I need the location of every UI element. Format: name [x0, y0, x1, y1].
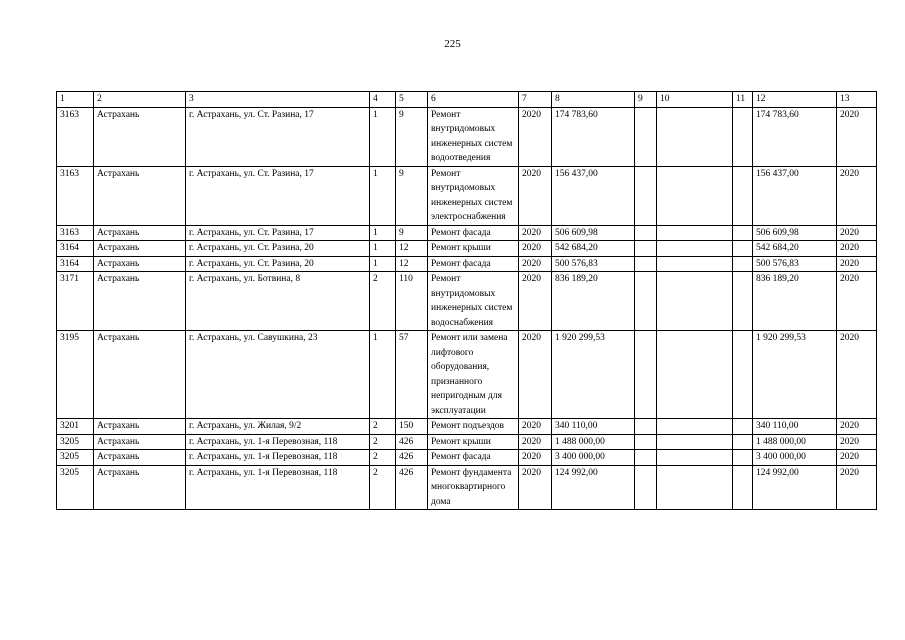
col-id-cell: 3163	[57, 166, 94, 225]
col-year-cell: 2020	[519, 225, 552, 241]
col-city-cell: Астрахань	[94, 434, 186, 450]
col-address-cell: г. Астрахань, ул. Ст. Разина, 17	[186, 166, 370, 225]
col-cost-cell: 500 576,83	[552, 256, 635, 272]
col-10-cell	[657, 450, 733, 466]
col-num4-cell: 2	[370, 419, 396, 435]
col-9-cell	[635, 241, 657, 257]
col-num5-cell: 9	[396, 225, 428, 241]
col-cost-cell: 1 488 000,00	[552, 434, 635, 450]
table-row	[57, 225, 877, 241]
col-address-cell: г. Астрахань, ул. 1-я Перевозная, 118	[186, 465, 370, 510]
col-10-cell	[657, 465, 733, 510]
col-num5-cell: 9	[396, 107, 428, 166]
col-10-cell	[657, 107, 733, 166]
table-row	[57, 419, 877, 435]
col-year-cell: 2020	[519, 419, 552, 435]
col-10-cell	[657, 166, 733, 225]
col-num4-cell: 1	[370, 225, 396, 241]
col-9-cell	[635, 434, 657, 450]
col-num5-cell: 426	[396, 434, 428, 450]
col-9-cell	[635, 272, 657, 331]
table-row	[57, 465, 877, 510]
col-11-cell	[733, 166, 753, 225]
col-cost-cell: 340 110,00	[552, 419, 635, 435]
col-cost-cell: 124 992,00	[552, 465, 635, 510]
col-city-cell: Астрахань	[94, 331, 186, 419]
col-address-cell: г. Астрахань, ул. Жилая, 9/2	[186, 419, 370, 435]
col-city-cell: Астрахань	[94, 272, 186, 331]
col-total-cell: 340 110,00	[753, 419, 837, 435]
col-work-cell: Ремонт фундамента многоквартирного дома	[428, 465, 519, 510]
col-id-cell: 3205	[57, 465, 94, 510]
col-total-cell: 3 400 000,00	[753, 450, 837, 466]
col-total-cell: 1 488 000,00	[753, 434, 837, 450]
col-num4-cell: 2	[370, 272, 396, 331]
col-address-cell: г. Астрахань, ул. 1-я Перевозная, 118	[186, 434, 370, 450]
col-num5-cell: 57	[396, 331, 428, 419]
header-cell-10: 10	[657, 92, 733, 108]
col-id-cell: 3163	[57, 107, 94, 166]
col-city-cell: Астрахань	[94, 166, 186, 225]
table-row	[57, 331, 877, 419]
col-11-cell	[733, 434, 753, 450]
col-9-cell	[635, 256, 657, 272]
header-cell-12: 12	[753, 92, 837, 108]
col-work-cell: Ремонт крыши	[428, 241, 519, 257]
header-cell-3: 3	[186, 92, 370, 108]
col-city-cell: Астрахань	[94, 465, 186, 510]
col-city-cell: Астрахань	[94, 450, 186, 466]
col-id-cell: 3205	[57, 450, 94, 466]
header-cell-9: 9	[635, 92, 657, 108]
col-9-cell	[635, 465, 657, 510]
col-address-cell: г. Астрахань, ул. Ст. Разина, 20	[186, 241, 370, 257]
col-work-cell: Ремонт фасада	[428, 256, 519, 272]
col-11-cell	[733, 331, 753, 419]
col-num5-cell: 12	[396, 241, 428, 257]
col-year-end-cell: 2020	[837, 107, 877, 166]
col-total-cell: 124 992,00	[753, 465, 837, 510]
col-num4-cell: 1	[370, 166, 396, 225]
table-row	[57, 166, 877, 225]
col-total-cell: 500 576,83	[753, 256, 837, 272]
col-11-cell	[733, 256, 753, 272]
col-total-cell: 1 920 299,53	[753, 331, 837, 419]
header-cell-6: 6	[428, 92, 519, 108]
col-num5-cell: 426	[396, 465, 428, 510]
col-cost-cell: 506 609,98	[552, 225, 635, 241]
col-cost-cell: 3 400 000,00	[552, 450, 635, 466]
col-10-cell	[657, 331, 733, 419]
col-id-cell: 3164	[57, 241, 94, 257]
col-num4-cell: 2	[370, 434, 396, 450]
col-total-cell: 156 437,00	[753, 166, 837, 225]
col-10-cell	[657, 256, 733, 272]
col-year-cell: 2020	[519, 272, 552, 331]
col-city-cell: Астрахань	[94, 107, 186, 166]
header-cell-11: 11	[733, 92, 753, 108]
col-work-cell: Ремонт подъездов	[428, 419, 519, 435]
col-city-cell: Астрахань	[94, 419, 186, 435]
col-work-cell: Ремонт или замена лифтового оборудования, признанного непригодным для эксплуатации	[428, 331, 519, 419]
col-total-cell: 836 189,20	[753, 272, 837, 331]
header-cell-13: 13	[837, 92, 877, 108]
col-num5-cell: 150	[396, 419, 428, 435]
table-row	[57, 450, 877, 466]
col-cost-cell: 836 189,20	[552, 272, 635, 331]
col-9-cell	[635, 419, 657, 435]
col-id-cell: 3205	[57, 434, 94, 450]
col-year-end-cell: 2020	[837, 241, 877, 257]
col-id-cell: 3163	[57, 225, 94, 241]
col-num4-cell: 2	[370, 465, 396, 510]
col-address-cell: г. Астрахань, ул. Ст. Разина, 20	[186, 256, 370, 272]
table-row	[57, 241, 877, 257]
col-year-end-cell: 2020	[837, 434, 877, 450]
col-work-cell: Ремонт внутридомовых инженерных систем водоотведения	[428, 107, 519, 166]
table-row	[57, 434, 877, 450]
col-num4-cell: 1	[370, 241, 396, 257]
col-cost-cell: 156 437,00	[552, 166, 635, 225]
col-id-cell: 3171	[57, 272, 94, 331]
header-cell-8: 8	[552, 92, 635, 108]
col-total-cell: 506 609,98	[753, 225, 837, 241]
col-work-cell: Ремонт фасада	[428, 225, 519, 241]
col-year-cell: 2020	[519, 450, 552, 466]
col-total-cell: 542 684,20	[753, 241, 837, 257]
col-cost-cell: 542 684,20	[552, 241, 635, 257]
col-11-cell	[733, 107, 753, 166]
col-9-cell	[635, 166, 657, 225]
col-year-cell: 2020	[519, 241, 552, 257]
col-id-cell: 3164	[57, 256, 94, 272]
col-id-cell: 3195	[57, 331, 94, 419]
col-work-cell: Ремонт внутридомовых инженерных систем электроснабжения	[428, 166, 519, 225]
col-9-cell	[635, 331, 657, 419]
page-number: 225	[444, 38, 461, 50]
col-9-cell	[635, 225, 657, 241]
col-11-cell	[733, 465, 753, 510]
col-9-cell	[635, 107, 657, 166]
table-row	[57, 256, 877, 272]
col-num5-cell: 426	[396, 450, 428, 466]
col-num5-cell: 9	[396, 166, 428, 225]
col-10-cell	[657, 225, 733, 241]
col-10-cell	[657, 419, 733, 435]
col-9-cell	[635, 450, 657, 466]
col-total-cell: 174 783,60	[753, 107, 837, 166]
col-address-cell: г. Астрахань, ул. Ст. Разина, 17	[186, 225, 370, 241]
table-row	[57, 107, 877, 166]
header-cell-7: 7	[519, 92, 552, 108]
col-year-cell: 2020	[519, 166, 552, 225]
col-num4-cell: 1	[370, 256, 396, 272]
col-cost-cell: 174 783,60	[552, 107, 635, 166]
header-cell-4: 4	[370, 92, 396, 108]
col-cost-cell: 1 920 299,53	[552, 331, 635, 419]
col-year-end-cell: 2020	[837, 419, 877, 435]
col-city-cell: Астрахань	[94, 241, 186, 257]
col-11-cell	[733, 450, 753, 466]
capital-repair-table	[56, 91, 877, 510]
col-work-cell: Ремонт внутридомовых инженерных систем водоснабжения	[428, 272, 519, 331]
col-work-cell: Ремонт фасада	[428, 450, 519, 466]
col-10-cell	[657, 241, 733, 257]
header-cell-5: 5	[396, 92, 428, 108]
col-year-cell: 2020	[519, 331, 552, 419]
table-row	[57, 272, 877, 331]
header-cell-1: 1	[57, 92, 94, 108]
col-city-cell: Астрахань	[94, 256, 186, 272]
table-header-row	[57, 92, 877, 108]
header-cell-2: 2	[94, 92, 186, 108]
col-year-end-cell: 2020	[837, 272, 877, 331]
col-address-cell: г. Астрахань, ул. Ботвина, 8	[186, 272, 370, 331]
col-id-cell: 3201	[57, 419, 94, 435]
col-address-cell: г. Астрахань, ул. 1-я Перевозная, 118	[186, 450, 370, 466]
col-year-end-cell: 2020	[837, 166, 877, 225]
col-address-cell: г. Астрахань, ул. Савушкина, 23	[186, 331, 370, 419]
col-num4-cell: 1	[370, 331, 396, 419]
col-num4-cell: 1	[370, 107, 396, 166]
col-num4-cell: 2	[370, 450, 396, 466]
col-year-end-cell: 2020	[837, 450, 877, 466]
col-year-end-cell: 2020	[837, 465, 877, 510]
col-year-cell: 2020	[519, 256, 552, 272]
col-year-end-cell: 2020	[837, 225, 877, 241]
col-city-cell: Астрахань	[94, 225, 186, 241]
col-num5-cell: 12	[396, 256, 428, 272]
col-year-end-cell: 2020	[837, 256, 877, 272]
col-11-cell	[733, 241, 753, 257]
col-year-cell: 2020	[519, 107, 552, 166]
col-11-cell	[733, 225, 753, 241]
col-10-cell	[657, 272, 733, 331]
col-work-cell: Ремонт крыши	[428, 434, 519, 450]
col-11-cell	[733, 419, 753, 435]
col-11-cell	[733, 272, 753, 331]
col-num5-cell: 110	[396, 272, 428, 331]
col-year-end-cell: 2020	[837, 331, 877, 419]
col-address-cell: г. Астрахань, ул. Ст. Разина, 17	[186, 107, 370, 166]
col-10-cell	[657, 434, 733, 450]
col-year-cell: 2020	[519, 434, 552, 450]
col-year-cell: 2020	[519, 465, 552, 510]
